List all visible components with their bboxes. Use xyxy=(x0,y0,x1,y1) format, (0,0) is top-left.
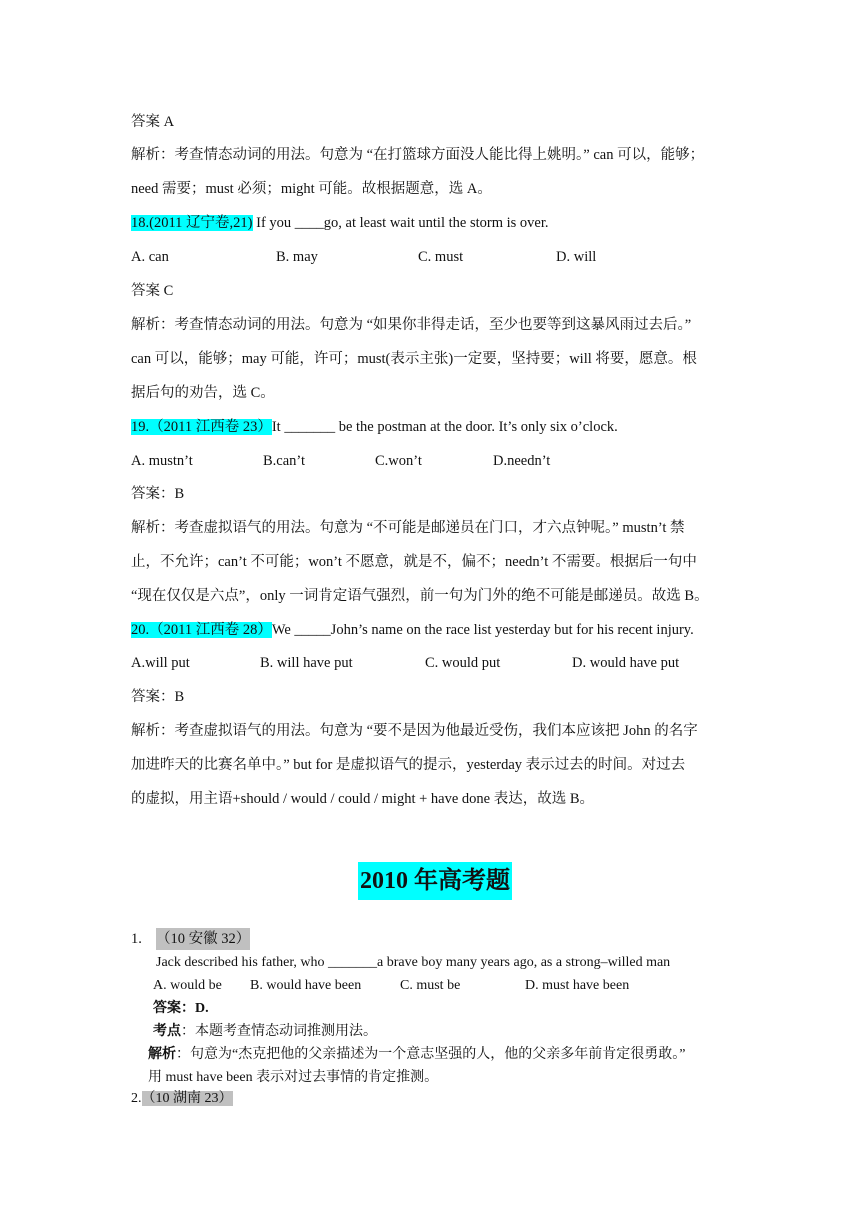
q17-analysis-line-1: 解析：考查情态动词的用法。句意为 “在打篮球方面没人能比得上姚明。” can 可以，能够； xyxy=(131,147,705,163)
q19-stem: It _______ be the postman at the door. It’s only six o’clock. xyxy=(271,419,618,435)
s2-source-tag: （10 湖南 23） xyxy=(141,1091,233,1106)
q19-answer: 答案：B xyxy=(131,486,185,502)
q18-source-tag: 18.(2011 辽宁卷,21) xyxy=(131,215,253,231)
s1-point xyxy=(153,1021,377,1043)
q19-analysis-line-2: 止，不允许；can’t 不可能；won’t 不愿意，就是不，偏不；needn’t 不需要。根据后一句中 xyxy=(131,554,697,570)
q20-options xyxy=(131,652,731,674)
s1-option-c: C. must be xyxy=(400,978,461,993)
s1-option-b: B. would have been xyxy=(250,978,362,993)
q19-source-tag: 19.（2011 江西卷 23） xyxy=(131,419,272,435)
s1-analysis-line-2: 用 must have been 表示对过去事情的肯定推测。 xyxy=(148,1070,439,1085)
s1-source-tag: （10 安徽 32） xyxy=(156,928,250,950)
q20-stem-line xyxy=(131,619,694,641)
q18-option-a: A. can xyxy=(131,249,169,265)
q18-option-c: C. must xyxy=(418,249,464,265)
q20-option-c: C. would put xyxy=(425,655,501,671)
q18-stem-line xyxy=(131,212,549,234)
q17-analysis-line-2: need 需要；must 必须；might 可能。故根据题意，选 A。 xyxy=(131,181,492,197)
s1-answer xyxy=(153,998,209,1020)
q18-options xyxy=(131,246,731,268)
q19-options xyxy=(131,450,731,472)
s1-analysis-text-1: ：句意为“杰克把他的父亲描述为一个意志坚强的人，他的父亲多年前肯定很勇敢。” xyxy=(176,1047,686,1062)
s1-answer-value: D. xyxy=(195,1001,209,1016)
q20-stem: We _____John’s name on the race list yesterday but for his recent injury. xyxy=(271,622,694,638)
s1-point-label: 考点 xyxy=(153,1024,181,1039)
section-title: 2010 年高考题 xyxy=(358,862,512,900)
q19-option-a: A. mustn’t xyxy=(131,453,193,469)
q18-answer: 答案 C xyxy=(131,283,174,299)
s1-option-d: D. must have been xyxy=(525,978,630,993)
s1-analysis-line-1 xyxy=(148,1044,685,1066)
q18-option-b: B. may xyxy=(276,249,318,265)
q18-stem: If you ____go, at least wait until the storm is over. xyxy=(252,215,549,231)
q20-analysis-line-1: 解析：考查虚拟语气的用法。句意为 “要不是因为他最近受伤，我们本应该把 John 的名字 xyxy=(131,723,698,739)
q18-analysis-line-3: 据后句的劝告，选 C。 xyxy=(131,385,275,401)
q19-option-c: C.won’t xyxy=(375,453,422,469)
s2-line xyxy=(131,1088,233,1110)
s1-point-text: ：本题考查情态动词推测用法。 xyxy=(181,1024,377,1039)
q20-answer: 答案：B xyxy=(131,689,185,705)
s1-stem: Jack described his father, who _______a brave boy many years ago, as a strong–willed man xyxy=(156,955,671,970)
q19-analysis-line-1: 解析：考查虚拟语气的用法。句意为 “不可能是邮递员在门口，才六点钟呢。” mustn’t 禁 xyxy=(131,520,685,536)
q19-option-b: B.can’t xyxy=(263,453,306,469)
q20-option-b: B. will have put xyxy=(260,655,353,671)
q20-analysis-line-3: 的虚拟，用主语+should / would / could / might + have done 表达，故选 B。 xyxy=(131,791,595,807)
q19-stem-line xyxy=(131,416,618,438)
s1-analysis-label: 解析 xyxy=(148,1047,176,1062)
q18-analysis-line-1: 解析：考查情态动词的用法。句意为 “如果你非得走话，至少也要等到这暴风雨过去后。” xyxy=(131,317,692,333)
q20-analysis-line-2: 加进昨天的比赛名单中。” but for 是虚拟语气的提示，yesterday 表示过去的时间。对过去 xyxy=(131,757,686,773)
s1-number: 1. xyxy=(131,931,142,947)
q18-analysis-line-2: can 可以，能够；may 可能，许可；must(表示主张)一定要，坚持要；will 将要，愿意。根 xyxy=(131,351,697,367)
q19-option-d: D.needn’t xyxy=(493,453,551,469)
q19-analysis-line-3: “现在仅仅是六点”，only 一词肯定语气强烈，前一句为门外的绝不可能是邮递员。故选 B。 xyxy=(131,588,709,604)
s1-answer-label: 答案： xyxy=(153,1001,195,1016)
s2-number: 2. xyxy=(131,1091,142,1106)
q17-answer: 答案 A xyxy=(131,114,175,130)
q20-source-tag: 20.（2011 江西卷 28） xyxy=(131,622,272,638)
q18-option-d: D. will xyxy=(556,249,597,265)
s1-options xyxy=(153,975,713,997)
s1-option-a: A. would be xyxy=(153,978,222,993)
q20-option-d: D. would have put xyxy=(572,655,680,671)
q20-option-a: A.will put xyxy=(131,655,190,671)
